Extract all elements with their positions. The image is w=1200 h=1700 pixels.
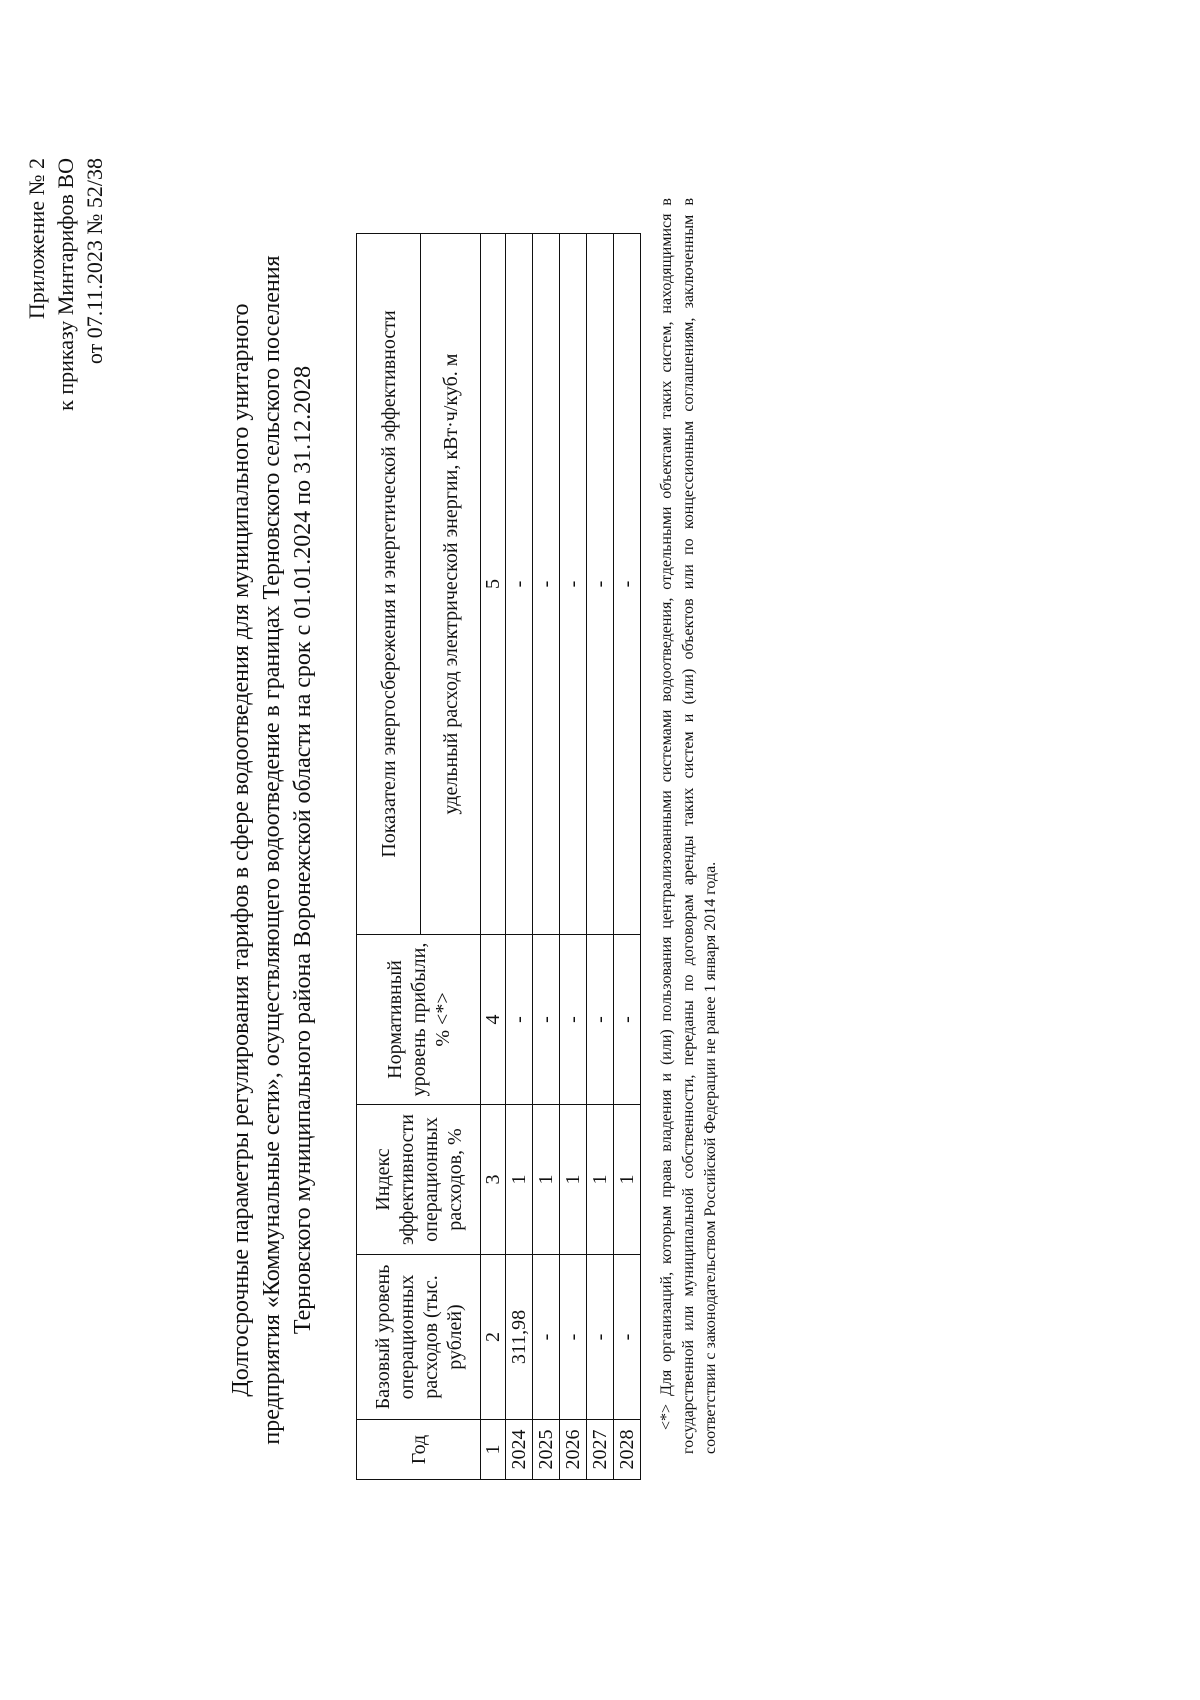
footnote-text: <*> Для организаций, которым права владения и (или) пользования централизованными системами водоотведения, отдельными объектами таких систем, находящимися в государственной или муниципальной собственности, переданы по договорам аренды таких систем и (или) объектов или по концессионным соглашениям, заключенным в соответствии с законодательством Российской Федерации не ранее 1 января 2014 года. xyxy=(658,198,719,1454)
cell-base-level: - xyxy=(587,1255,614,1420)
header-efficiency-index: Индекс эффективности операционных расходов, % xyxy=(357,1105,481,1255)
title-line-1: Долгосрочные параметры регулирования тарифов в сфере водоотведения для муниципального унитарного xyxy=(228,303,254,1397)
header-energy-specific: удельный расход электрической энергии, кВт·ч/куб. м xyxy=(421,234,481,935)
cell-year: 2025 xyxy=(533,1420,560,1480)
column-number: 1 xyxy=(481,1420,506,1480)
footnote xyxy=(656,198,722,1454)
title-line-3: Терновского муниципального района Воронежской области на срок с 01.01.2024 по 31.12.2028 xyxy=(290,365,316,1335)
appendix-order-date: от 07.11.2023 № 52/38 xyxy=(82,158,107,365)
cell-profit-level: - xyxy=(587,935,614,1105)
cell-profit-level: - xyxy=(506,935,533,1105)
cell-base-level: - xyxy=(560,1255,587,1420)
table-row xyxy=(533,234,560,1480)
column-number: 2 xyxy=(481,1255,506,1420)
column-number: 4 xyxy=(481,935,506,1105)
cell-year: 2024 xyxy=(506,1420,533,1480)
appendix-header xyxy=(22,158,109,411)
cell-energy: - xyxy=(533,234,560,935)
cell-profit-level: - xyxy=(614,935,641,1105)
cell-efficiency-index: 1 xyxy=(533,1105,560,1255)
appendix-number: Приложение № 2 xyxy=(24,158,49,320)
cell-energy: - xyxy=(587,234,614,935)
table-row xyxy=(587,234,614,1480)
table-row xyxy=(506,234,533,1480)
cell-base-level: - xyxy=(614,1255,641,1420)
cell-efficiency-index: 1 xyxy=(560,1105,587,1255)
table-row xyxy=(560,234,587,1480)
cell-year: 2026 xyxy=(560,1420,587,1480)
header-base-level: Базовый уровень операционных расходов (тыс. рублей) xyxy=(357,1255,481,1420)
cell-base-level: 311,98 xyxy=(506,1255,533,1420)
column-number: 3 xyxy=(481,1105,506,1255)
cell-year: 2027 xyxy=(587,1420,614,1480)
cell-energy: - xyxy=(560,234,587,935)
header-year: Год xyxy=(357,1420,481,1480)
cell-efficiency-index: 1 xyxy=(587,1105,614,1255)
cell-year: 2028 xyxy=(614,1420,641,1480)
parameters-table xyxy=(356,233,641,1480)
cell-base-level: - xyxy=(533,1255,560,1420)
cell-profit-level: - xyxy=(560,935,587,1105)
table-row xyxy=(614,234,641,1480)
cell-efficiency-index: 1 xyxy=(614,1105,641,1255)
title-line-2: предприятия «Коммунальные сети», осуществляющего водоотведение в границах Терновского сельского поселения xyxy=(259,255,285,1445)
cell-efficiency-index: 1 xyxy=(506,1105,533,1255)
header-energy-group: Показатели энергосбережения и энергетической эффективности xyxy=(357,234,421,935)
cell-energy: - xyxy=(614,234,641,935)
cell-energy: - xyxy=(506,234,533,935)
header-profit-level: Нормативный уровень прибыли, % <*> xyxy=(357,935,481,1105)
document-title xyxy=(226,150,319,1550)
appendix-order-ref: к приказу Минтарифов ВО xyxy=(53,158,78,411)
column-number: 5 xyxy=(481,234,506,935)
cell-profit-level: - xyxy=(533,935,560,1105)
